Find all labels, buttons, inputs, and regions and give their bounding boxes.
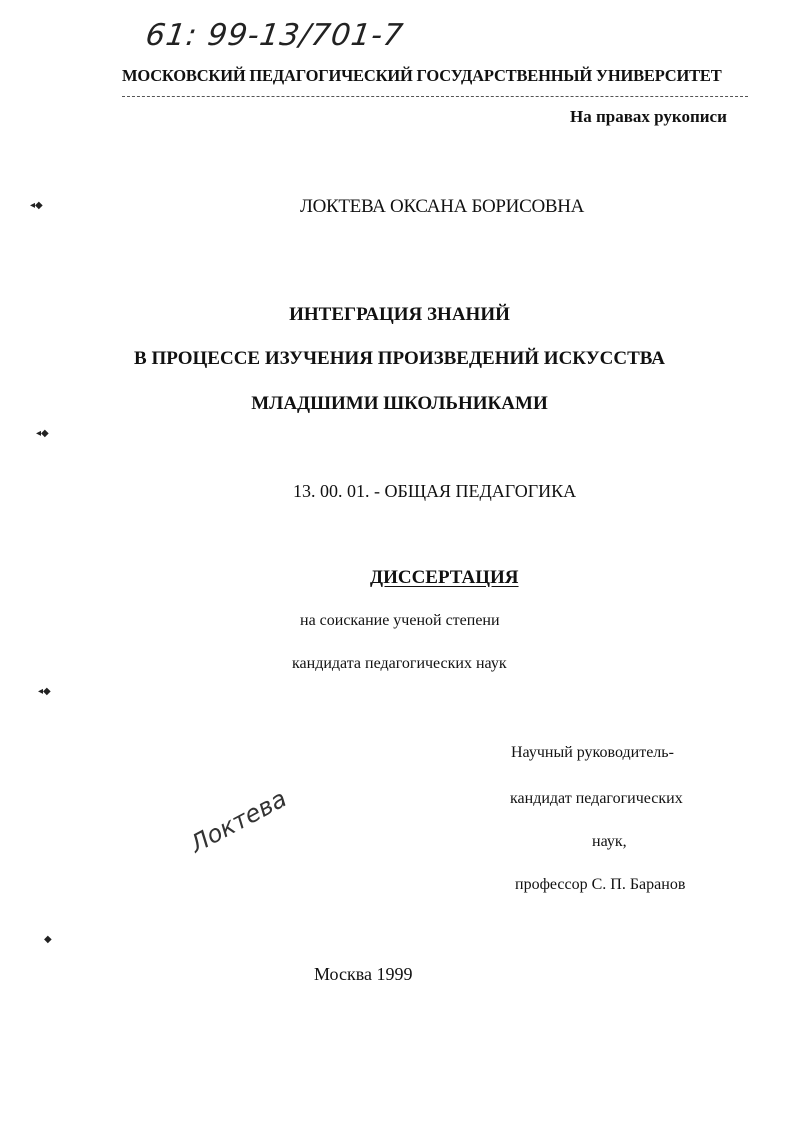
margin-mark: ◂◆ — [30, 200, 43, 211]
title-line-3: МЛАДШИМИ ШКОЛЬНИКАМИ — [251, 393, 548, 414]
handwritten-catalog-number: 61: 99-13/701-7 — [143, 18, 406, 53]
author-signature: Локтева — [185, 784, 292, 859]
header-divider — [122, 96, 748, 97]
degree-line-1: на соискание ученой степени — [300, 612, 500, 629]
supervisor-line-1: Научный руководитель- — [511, 744, 674, 761]
margin-mark: ◂◆ — [36, 428, 49, 439]
title-line-2: В ПРОЦЕССЕ ИЗУЧЕНИЯ ПРОИЗВЕДЕНИЙ ИСКУССТВА — [134, 348, 665, 369]
title-line-1: ИНТЕГРАЦИЯ ЗНАНИЙ — [289, 304, 510, 325]
author-name: ЛОКТЕВА ОКСАНА БОРИСОВНА — [300, 196, 585, 217]
margin-mark: ◂◆ — [38, 686, 51, 697]
document-type: ДИССЕРТАЦИЯ — [370, 567, 519, 588]
city-year: Москва 1999 — [314, 964, 413, 984]
university-name: МОСКОВСКИЙ ПЕДАГОГИЧЕСКИЙ ГОСУДАРСТВЕННЫЙ УНИВЕРСИТЕТ — [122, 66, 722, 85]
margin-mark: ◆ — [44, 934, 52, 945]
rights-notice: На правах рукописи — [570, 107, 727, 126]
supervisor-line-3: наук, — [592, 833, 627, 850]
supervisor-line-4: профессор С. П. Баранов — [515, 876, 686, 893]
specialty-code: 13. 00. 01. - ОБЩАЯ ПЕДАГОГИКА — [293, 481, 577, 501]
supervisor-line-2: кандидат педагогических — [510, 790, 683, 807]
degree-line-2: кандидата педагогических наук — [292, 655, 507, 672]
